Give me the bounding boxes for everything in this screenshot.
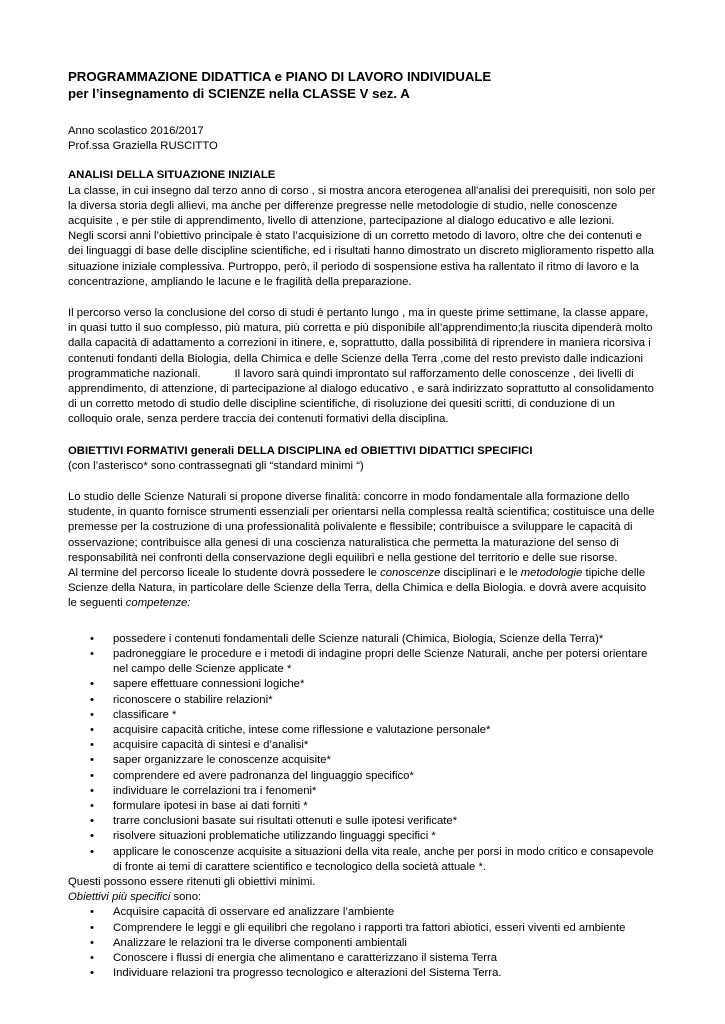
bullet-icon: •: [90, 830, 94, 843]
competenza-item: [68, 693, 658, 708]
specifici-suffix: sono:: [170, 891, 202, 904]
competenza-item-text: comprendere ed avere padronanza del linguaggio specifico*: [113, 769, 414, 782]
competenza-item: [68, 784, 658, 799]
competenza-item: [68, 769, 658, 784]
document-page: [68, 68, 658, 981]
bullet-icon: •: [90, 936, 94, 949]
bullet-icon: •: [90, 769, 94, 782]
termine-text-a: Al termine del percorso liceale lo studente dovrà possedere le: [68, 567, 381, 580]
bullet-icon: •: [90, 693, 94, 706]
minimi-note: Questi possono essere ritenuti gli obiettivi minimi.: [68, 875, 316, 888]
bullet-icon: •: [90, 951, 94, 964]
competenza-item: [68, 677, 658, 692]
obiettivo-specifico-item: [68, 951, 658, 966]
bullet-icon: •: [90, 784, 94, 797]
school-year: Anno scolastico 2016/2017: [68, 125, 204, 137]
bullet-icon: •: [90, 815, 94, 828]
competenza-item: [68, 799, 658, 814]
bullet-icon: •: [90, 845, 94, 858]
bullet-icon: •: [90, 708, 94, 721]
competenza-item: [68, 632, 658, 647]
termine-paragraph: [68, 566, 658, 612]
obiettivo-specifico-item-text: Individuare relazioni tra progresso tecnologico e alterazioni del Sistema Terra.: [113, 967, 502, 980]
bullet-icon: •: [90, 632, 94, 645]
bullet-icon: •: [90, 723, 94, 736]
obiettivo-specifico-item-text: Analizzare le relazioni tra le diverse componenti ambientali: [113, 936, 407, 949]
teacher-name: Prof.ssa Graziella RUSCITTO: [68, 140, 218, 153]
obiettivo-specifico-item: [68, 921, 658, 936]
competenza-item-text: risolvere situazioni problematiche utilizzando linguaggi specifici *: [113, 830, 436, 843]
competenza-item-text: padroneggiare le procedure e i metodi di indagine propri delle Scienze Naturali, anche per potersi orientare nel campo delle Scienze applicate *: [113, 647, 648, 676]
competenza-item-text: saper organizzare le conoscenze acquisite*: [113, 754, 331, 767]
competenza-item: [68, 708, 658, 723]
bullet-icon: •: [90, 799, 94, 812]
obiettivo-specifico-item-text: Acquisire capacità di osservare ed analizzare l’ambiente: [113, 906, 395, 919]
termine-text-c: disciplinari e le: [440, 567, 521, 580]
analisi-paragraph-1: La classe, in cui insegno dal terzo anno di corso , si mostra ancora eterogenea all'analisi dei prerequisiti, non solo per la diversa storia degli allievi, ma anche per differenze pregresse nelle metodologie di studio, nelle conoscenze acquisite , e per stile di apprendimento, livello di attenzione, partecipazione al dialogo educativo e alle lezioni.: [68, 184, 656, 228]
competenza-item-text: individuare le correlazioni tra i fenomeni*: [113, 784, 317, 797]
obiettivi-note: (con l’asterisco* sono contrassegnati gli “standard minimi “): [68, 459, 364, 472]
bullet-icon: •: [90, 739, 94, 752]
bullet-icon: •: [90, 647, 94, 660]
termine-conoscenze: conoscenze: [380, 567, 441, 580]
percorso-part-a: Il percorso verso la conclusione del corso di studi è pertanto lungo , ma in queste prime settimane, la classe appare, in quasi tutto il suo complesso, più matura, più corretta e più disponibile all’apprendimento;la riuscita dipenderà molto dalla capacità di adattamento a correzioni in itinere, e, soprattutto, dalla possibilità di riprendere in maniera ricorsiva i contenuti fondanti della Biologia, della Chimica e delle Scienze della Terra ,come del resto previsto dalle indicazioni programmatiche nazionali.: [68, 307, 653, 380]
competenza-item-text: sapere effettuare connessioni logiche*: [113, 678, 305, 691]
competenza-item-text: applicare le conoscenze acquisite a situazioni della vita reale, anche per porsi in modo critico e consapevole di fronte ai temi di carattere scientifico e tecnologico della società attuale *.: [113, 845, 654, 873]
bullet-icon: •: [90, 754, 94, 767]
bullet-icon: •: [90, 921, 94, 934]
competenza-item: [68, 738, 658, 753]
percorso-part-b: Il lavoro sarà quindi improntato sul rafforzamento delle conoscenze , dei livelli di apprendimento, di attenzione, di partecipazione al dialogo educativo , e sarà indirizzato soprattutto al consolidamento di un corretto metodo di studio delle discipline scientifiche, di risoluzione dei quesiti scritti, di conduzione di un colloquio orale, senza perdere traccia dei contenuti formativi della disciplina.: [68, 367, 654, 426]
bullet-icon: •: [90, 678, 94, 691]
analisi-paragraph-2: Negli scorsi anni l’obiettivo principale è stato l’acquisizione di un corretto metodo di lavoro, oltre che dei contenuti e dei linguaggi di base delle discipline scientifiche, ed i risultati hanno dimostrato un discreto miglioramento rispetto alla situazione iniziale complessiva. Purtroppo, però, il periodo di sospensione estiva ha rallentato il ritmo di lavoro e la concentrazione, ampliando le lacune e le fragilità della preparazione.: [68, 230, 654, 288]
competenza-item: [68, 845, 658, 875]
obiettivo-specifico-item: [68, 936, 658, 951]
termine-metodologie: metodologie: [520, 567, 583, 580]
competenza-item: [68, 814, 658, 829]
competenza-item: [68, 753, 658, 768]
competenza-item: [68, 647, 658, 677]
bullet-icon: •: [90, 967, 94, 980]
competenza-item-text: trarre conclusioni basate sui risultati ottenuti e sulle ipotesi verificate*: [113, 815, 458, 828]
specifici-label: Obiettivi più specifici: [68, 891, 171, 904]
termine-competenze: competenze:: [125, 597, 191, 610]
obiettivo-specifico-item: [68, 905, 658, 920]
competenza-item-text: classificare *: [113, 708, 177, 721]
termine-text-e: tipiche delle Scienze della Natura, in particolare delle Scienze della Terra, della Chimica e della Biologia. e dovrà avere acquisito le seguenti: [68, 567, 647, 610]
competenza-item: [68, 829, 658, 844]
competenza-item-text: acquisire capacità critiche, intese come riflessione e valutazione personale*: [113, 723, 491, 736]
competenza-item-text: possedere i contenuti fondamentali delle Scienze naturali (Chimica, Biologia, Scienze della Terra)*: [113, 632, 604, 645]
specifici-list: [68, 905, 658, 981]
competenza-item: [68, 723, 658, 738]
competenza-item-text: acquisire capacità di sintesi e d’analisi*: [113, 739, 309, 752]
obiettivo-specifico-item-text: Comprendere le leggi e gli equilibri che regolano i rapporti tra fattori abiotici, esseri viventi ed ambiente: [113, 921, 626, 934]
percorso-paragraph: [68, 306, 658, 428]
studio-paragraph: Lo studio delle Scienze Naturali si propone diverse finalità: concorre in modo fondamentale alla formazione dello studente, in quanto fornisce strumenti essenziali per orientarsi nella complessa realtà scientifica; costituisce una delle premesse per la costruzione di una professionalità polivalente e flessibile; contribuisce a sviluppare le capacità di osservazione; contribuisce alla genesi di una coscienza naturalistica che permetta la maturazione del senso di responsabilità nei confronti della conservazione degli equilibri e nella gestione del territorio e delle sue risorse.: [68, 491, 655, 564]
document-title-line-2: per l’insegnamento di SCIENZE nella CLASSE V sez. A: [68, 86, 410, 101]
document-title-line-1: PROGRAMMAZIONE DIDATTICA e PIANO DI LAVORO INDIVIDUALE: [68, 69, 492, 84]
obiettivi-heading: OBIETTIVI FORMATIVI generali DELLA DISCIPLINA ed OBIETTIVI DIDATTICI SPECIFICI: [68, 444, 533, 457]
competenza-item-text: formulare ipotesi in base ai dati forniti *: [113, 799, 308, 812]
obiettivo-specifico-item: [68, 966, 658, 981]
analisi-heading: ANALISI DELLA SITUAZIONE INIZIALE: [68, 169, 276, 182]
obiettivo-specifico-item-text: Conoscere i flussi di energia che alimentano e caratterizzano il sistema Terra: [113, 951, 498, 964]
bullet-icon: •: [90, 906, 94, 919]
competenza-item-text: riconoscere o stabilire relazioni*: [113, 693, 273, 706]
specifici-intro: [68, 890, 658, 905]
competenze-list: [68, 632, 658, 875]
